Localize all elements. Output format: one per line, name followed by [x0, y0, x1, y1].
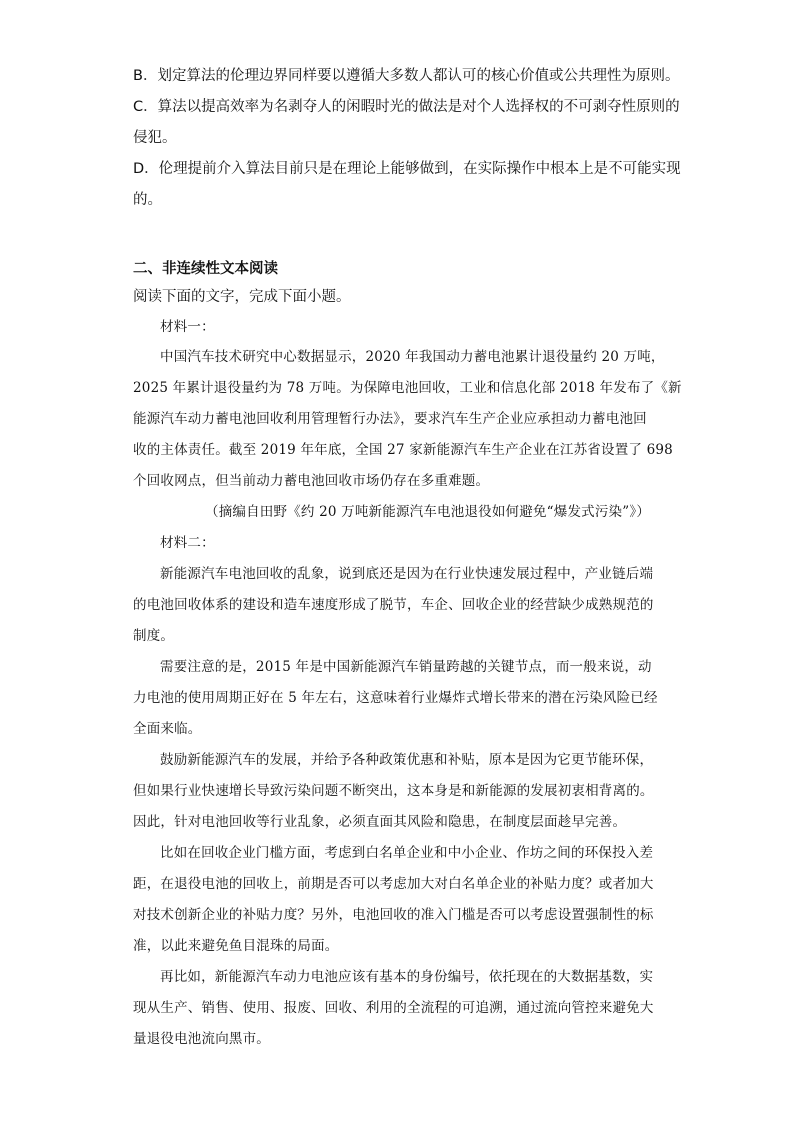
paragraph-line: 量退役电池流向黑市。 [133, 1031, 270, 1047]
paragraph-line: 距，在退役电池的回收上，前期是否可以考虑加大对白名单企业的补贴力度？或者加大 [133, 876, 654, 892]
paragraph-line: 全面来临。 [133, 721, 202, 737]
material-1-label: 材料一： [160, 319, 215, 335]
paragraph-line: 现从生产、销售、使用、报废、回收、利用的全流程的可追溯，通过流向管控来避免大 [133, 1000, 654, 1016]
material-1-line: 中国汽车技术研究中心数据显示，2020 年我国动力蓄电池累计退役量约 20 万吨， [160, 349, 665, 365]
paragraph-line: 比如在回收企业门槛方面，考虑到白名单企业和中小企业、作坊之间的环保投入差 [160, 845, 654, 861]
paragraph-line: 需要注意的是，2015 年是中国新能源汽车销量跨越的关键节点，而一般来说，动 [160, 659, 652, 675]
paragraph-line: 因此，针对电池回收等行业乱象，必须直面其风险和隐患，在制度层面趁早完善。 [133, 814, 627, 830]
paragraph-line: 新能源汽车电池回收的乱象，说到底还是因为在行业快速发展过程中，产业链后端 [160, 566, 654, 582]
paragraph-line: 的电池回收体系的建设和造车速度形成了脱节，车企、回收企业的经营缺少成熟规范的 [133, 597, 654, 613]
paragraph-line: 制度。 [133, 628, 175, 644]
paragraph-line: 力电池的使用周期正好在 5 年左右，这意味着行业爆炸式增长带来的潜在污染风险已经 [133, 690, 658, 706]
material-1-line: 能源汽车动力蓄电池回收利用管理暂行办法》，要求汽车生产企业应承担动力蓄电池回 [133, 411, 647, 427]
paragraph-line: 对技术创新企业的补贴力度？另外，电池回收的准入门槛是否可以考虑设置强制性的标 [133, 907, 654, 923]
section-instruction: 阅读下面的文字，完成下面小题。 [133, 289, 351, 305]
material-1-line: 收的主体责任。截至 2019 年年底，全国 27 家新能源汽车生产企业在江苏省设置了 698 [133, 442, 673, 458]
paragraph-line: 鼓励新能源汽车的发展，并给予各种政策优惠和补贴，原本是因为它更节能环保， [160, 752, 654, 768]
material-1-citation: （摘编自田野《约 20 万吨新能源汽车电池退役如何避免“爆发式污染”》） [205, 504, 651, 520]
option-c: C．算法以提高效率为名剥夺人的闲暇时光的做法是对个人选择权的不可剥夺性原则的 [133, 99, 680, 115]
paragraph-line: 准，以此来避免鱼目混珠的局面。 [133, 938, 339, 954]
material-1-line: 个回收网点，但当前动力蓄电池回收市场仍存在多重难题。 [133, 473, 490, 489]
option-b: B．划定算法的伦理边界同样要以遵循大多数人都认可的核心价值或公共理性为原则。 [133, 68, 680, 84]
option-d: D．伦理提前介入算法目前只是在理论上能够做到，在实际操作中根本上是不可能实现 [133, 161, 681, 177]
option-c-continuation: 侵犯。 [133, 130, 177, 146]
section-heading: 二、非连续性文本阅读 [133, 261, 278, 277]
option-d-continuation: 的。 [133, 192, 162, 208]
material-2-label: 材料二： [160, 535, 215, 551]
paragraph-line: 但如果行业快速增长导致污染问题不断突出，这本身是和新能源的发展初衷相背离的。 [133, 783, 654, 799]
material-1-line: 2025 年累计退役量约为 78 万吨。为保障电池回收，工业和信息化部 2018 年发布了《新 [133, 380, 682, 396]
paragraph-line: 再比如，新能源汽车动力电池应该有基本的身份编号，依托现在的大数据基数，实 [160, 969, 654, 985]
